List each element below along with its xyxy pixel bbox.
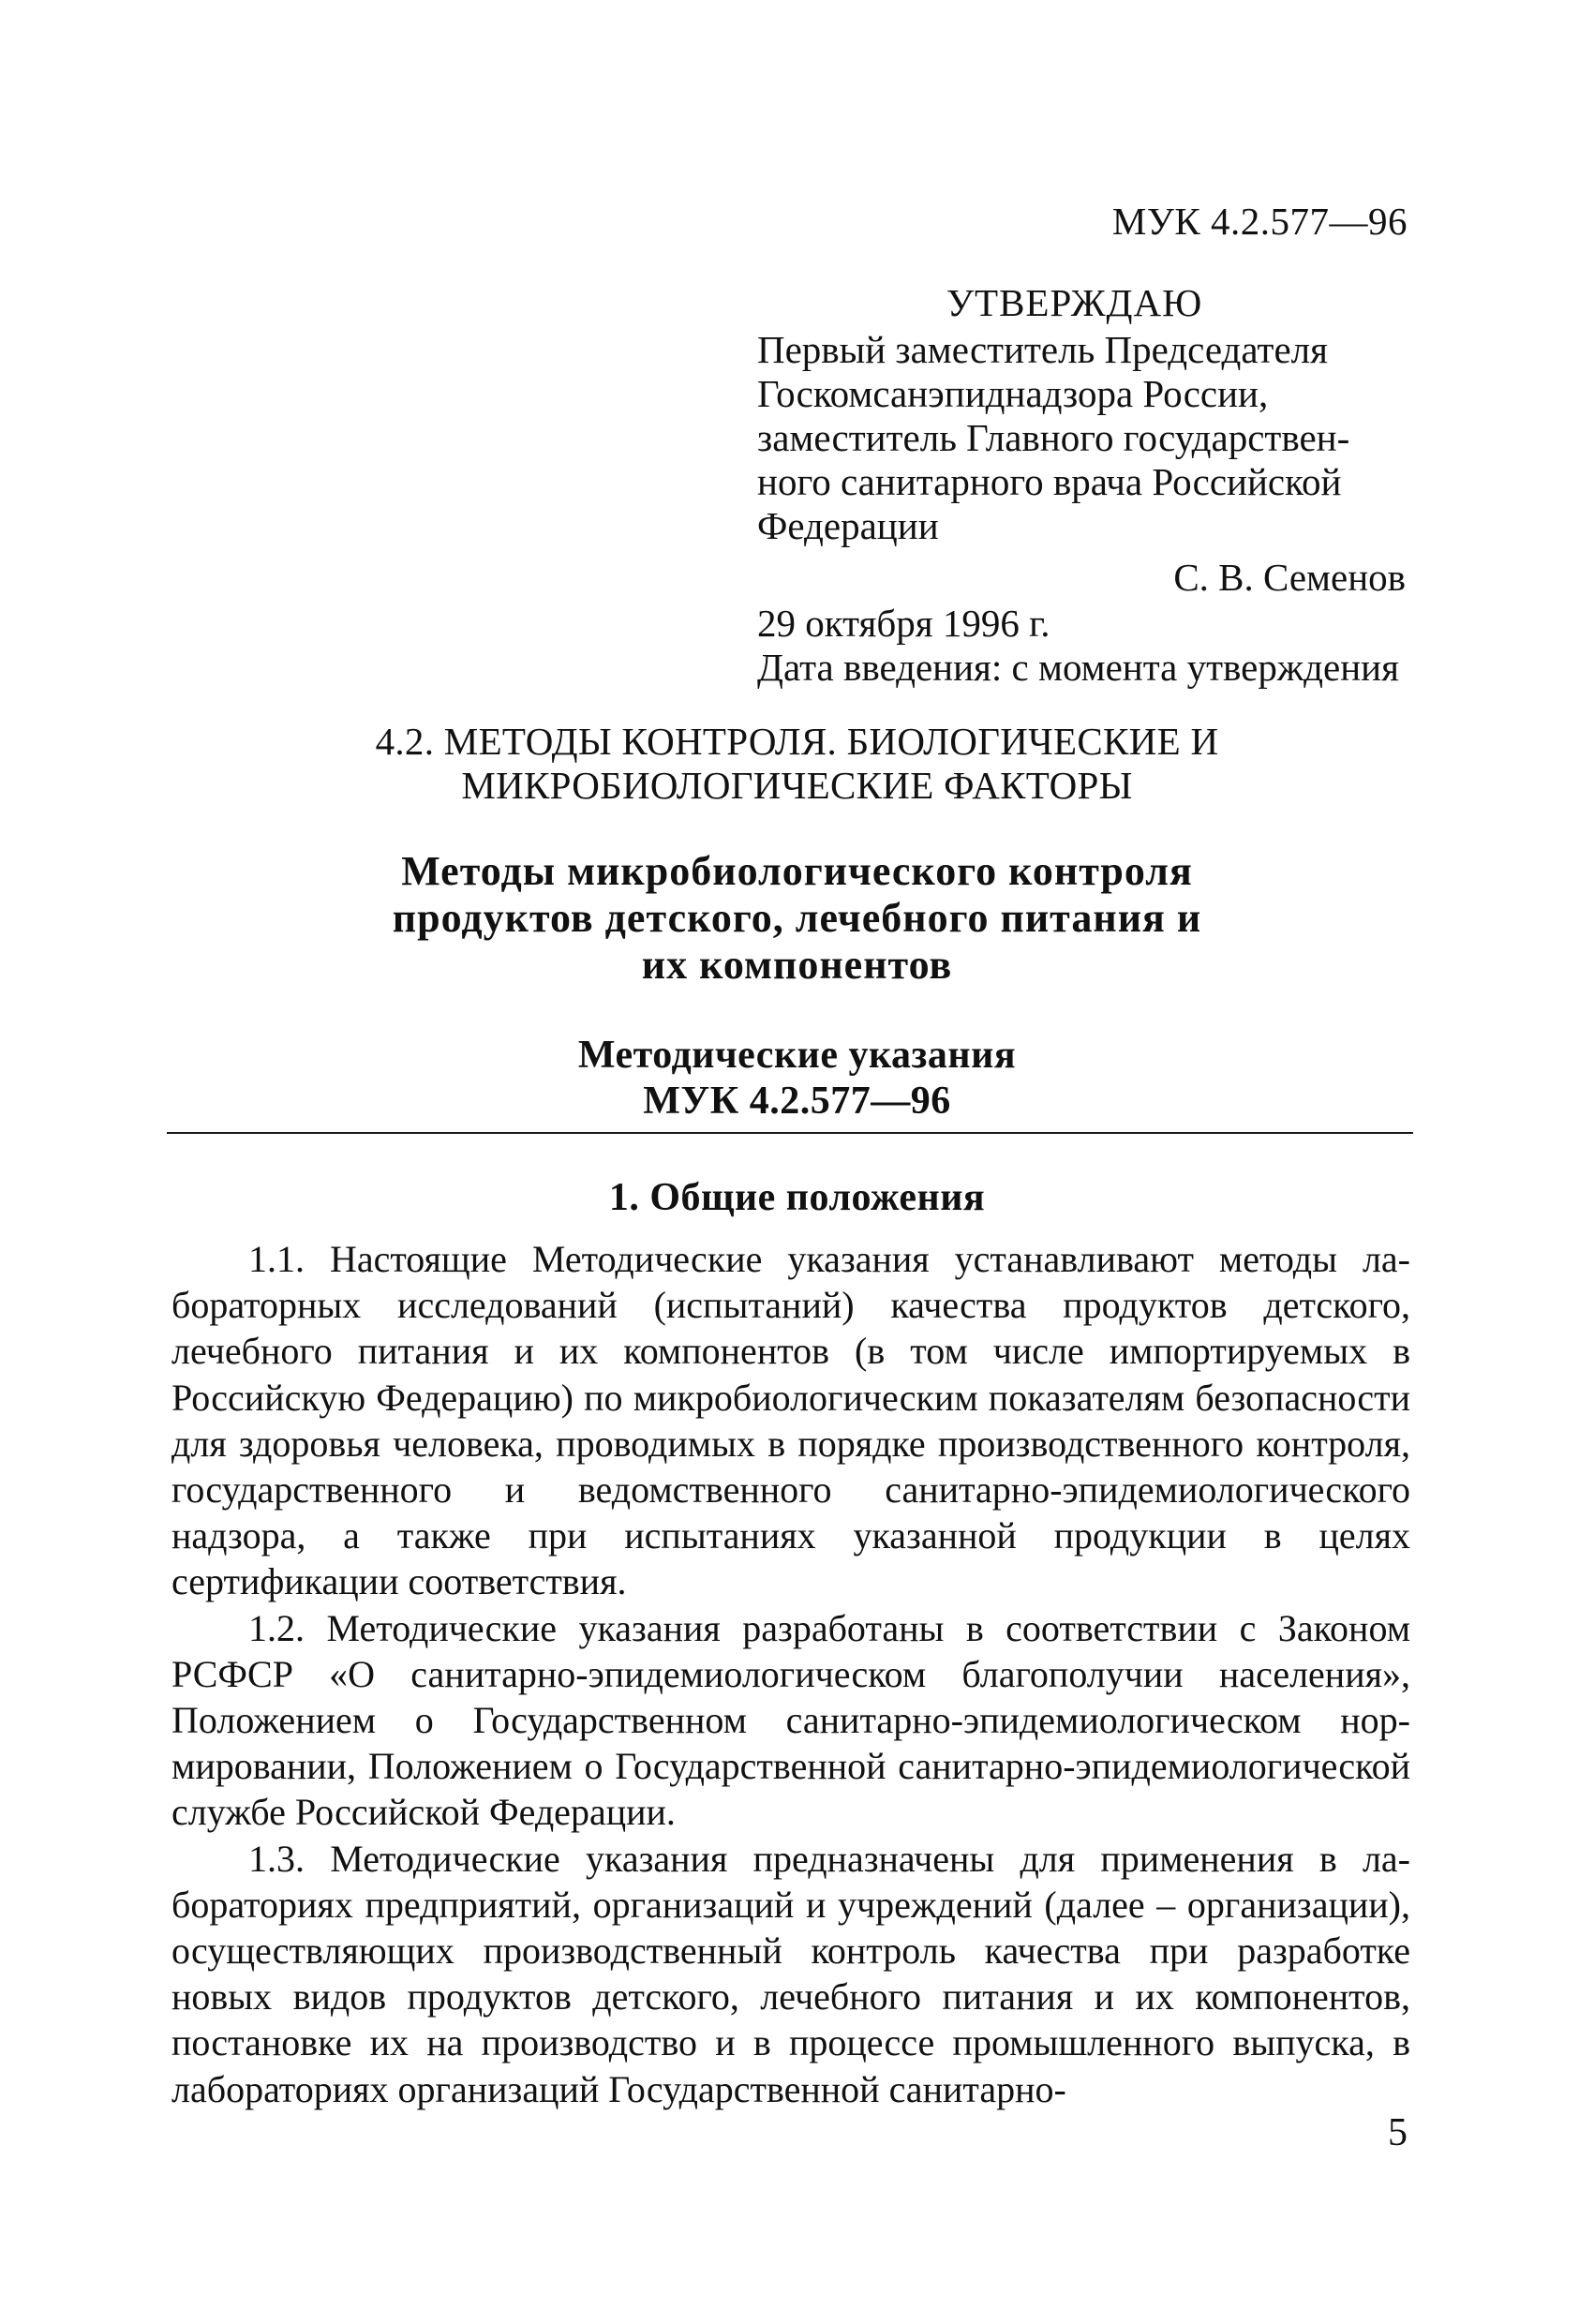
series-heading-line: 4.2. МЕТОДЫ КОНТРОЛЯ. БИОЛОГИЧЕСКИЕ И <box>375 720 1219 763</box>
approver-position-line: ного санитарного врача Российской <box>757 460 1342 503</box>
document-title-line: Методы микробиологического контроля <box>401 848 1193 894</box>
effective-date: Дата введения: с момента утверждения <box>757 646 1399 689</box>
paragraph: 1.1. Настоящие Методические указания устанавливают методы лабораторных исследований (испытаний) качества продуктов детского, лечебного питания и их компонентов (в том числе импортируемых в Российскую Федерацию) по микробиологическим показателям безопасности для здоровья человека, проводимых в порядке производственного контроля, государственного и ведомственного санитарно-эпидемиологического надзора, а также при испытаниях указанной продукции в целях сертификации соответствия. <box>171 1238 1410 1603</box>
approver-position-line: Первый заместитель Председателя <box>757 328 1328 371</box>
approval-block <box>757 281 1413 690</box>
paragraph: 1.2. Методические указания разработаны в соответствии с Законом РСФСР «О санитарно-эпидемиологическом благополучии населения», Положением о Государственном санитарно-эпидемиологическом нормировании, Положением о Государственной санитарно-эпидемиологической службе Российской Федерации. <box>171 1606 1410 1834</box>
approver-position-line: Госкомсанэпиднадзора России, <box>757 372 1269 415</box>
document-number: МУК 4.2.577—96 <box>643 1080 951 1123</box>
horizontal-divider <box>167 1132 1413 1134</box>
document-type: Методические указания <box>577 1034 1017 1077</box>
approver-position-line: заместитель Главного государствен- <box>757 416 1350 459</box>
document-title-line: продуктов детского, лечебного питания и <box>392 895 1202 941</box>
approval-date: 29 октября 1996 г. <box>757 602 1050 645</box>
approver-position-line: Федерации <box>757 504 939 547</box>
page-number: 5 <box>1388 2111 1408 2154</box>
section-body <box>171 1236 1410 2112</box>
approval-heading: УТВЕРЖДАЮ <box>946 281 1203 324</box>
document-subtitle <box>169 1033 1425 1125</box>
document-code: МУК 4.2.577—96 <box>1111 200 1408 243</box>
section-title: 1. Общие положения <box>608 1176 986 1219</box>
paragraph: 1.3. Методические указания предназначены для применения в лабораториях предприятий, организаций и учреждений (далее – организации), осуществляющих производственный контроль качества при разработке новых видов продуктов детского, лечебного питания и их компонентов, постановке их на производство и в процессе промышленного выпуска, в лабораториях организаций Государственной санитарно- <box>171 1837 1410 2110</box>
document-title-line: их компонентов <box>641 942 953 988</box>
approver-name: С. В. Семенов <box>1173 556 1406 599</box>
series-heading-line: МИКРОБИОЛОГИЧЕСКИЕ ФАКТОРЫ <box>461 764 1133 807</box>
document-title <box>169 848 1425 989</box>
series-heading <box>169 720 1425 808</box>
